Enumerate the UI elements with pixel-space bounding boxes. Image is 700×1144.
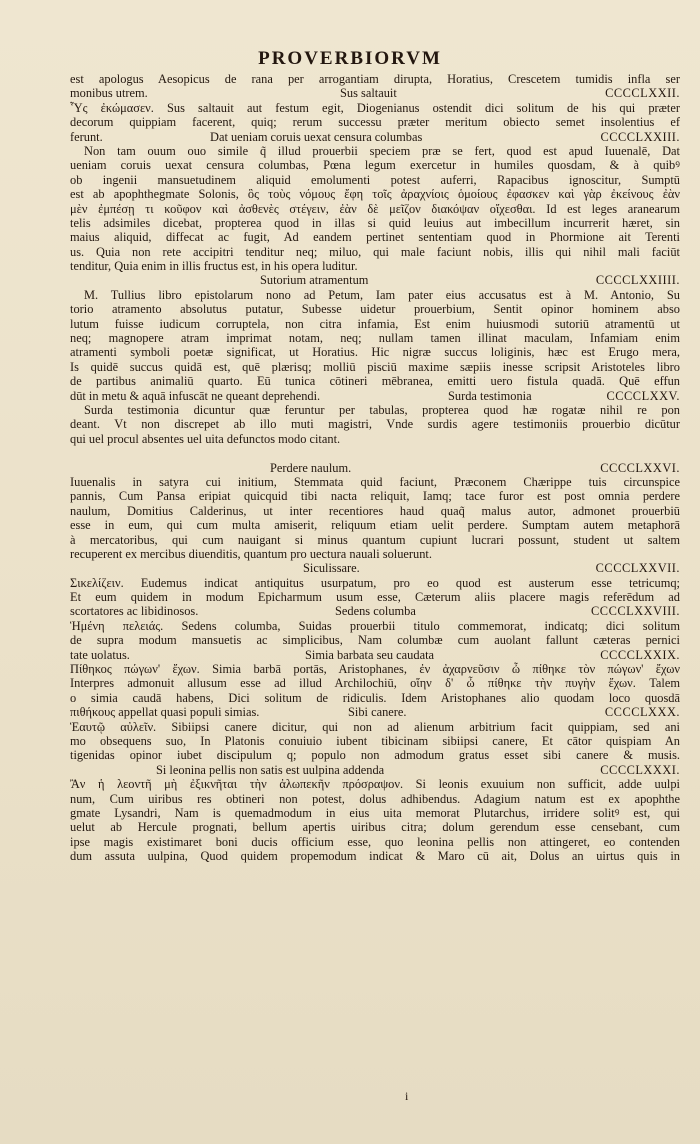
text-line: tenditur, Quia enim in illis fructus est, in his opera luditur. <box>70 259 358 274</box>
blank-line <box>70 446 680 460</box>
text-line: Non tam ouum ouo simile q̃ illud prouerbii speciem præ se fert, quod est apud Iuuenalē, Dat <box>84 143 680 158</box>
text-line: o simia caudā habens, Dici solitum de ridiculis. Idem Aristophanes alio quodam loco quosdā <box>70 690 680 705</box>
text-line: naulum, Domitius Calderinus, ut inter recentiores haud quaq̃ malus autor, admonet prouerbiū <box>70 503 680 518</box>
signature-mark: i <box>405 1089 409 1103</box>
line-text: ferunt. <box>70 129 103 144</box>
text-line: de partibus animaliū quarto. Eū tunica cōtineri mēbranea, emitti uero fistula quadā. Quē effun <box>70 374 680 389</box>
text-line: recuperent ex mercibus diuenditis, quantum pro uectura nauali soluerunt. <box>70 546 432 561</box>
text-body <box>70 72 680 863</box>
adage-number: CCCCLXXIIII. <box>595 273 680 288</box>
text-line: tigenidas opinor iubet discipulum q; populo non admodum gratus esset sibi canere & musis. <box>70 748 680 763</box>
text-line: de supra modum mansuetis ac simplicibus, Nam columbæ cum auolant fallunt cæteras pernici <box>70 633 680 648</box>
adage-number: CCCCLXXIII. <box>600 129 680 144</box>
text-line: Πίθηκος πώγων' ἔχων. Simia barbā portās, Aristophanes, ἐν ἀχαρνεῦσιν ὦ πίθηκε τὸν πώγων' ἔχων <box>70 662 680 677</box>
text-line: Ἂν ἡ λεοντῆ μὴ ἐξικνῆται τὴν ἀλωπεκῆν πρόσραψον. Si leonis exuuium non sufficit, adde uulpi <box>70 777 680 792</box>
entry-heading-line <box>70 648 680 662</box>
text-line: Iuuenalis in satyra cui initium, Stemmata quid faciunt, Præconem Chærippe tuis circunspice <box>70 474 680 489</box>
text-line: neq; magnopere atram imprimat notam, neq; nullam tamen illinat maculam, Infamiam enim <box>70 331 680 346</box>
text-line: Surda testimonia dicuntur quæ feruntur per tabulas, propterea quod hæ rogatæ nihil re pon <box>84 402 680 417</box>
adage-title: Sibi canere. <box>348 705 407 720</box>
adage-title: Sus saltauit <box>340 86 397 101</box>
text-line: lutum fuisse iudicum corruptela, non citra infamia, Est enim huiusmodi sutoriū atramentū ut <box>70 316 680 331</box>
line-text: scortatores ac libidinosos. <box>70 604 199 619</box>
adage-title: Siculissare. <box>303 561 360 576</box>
text-line: Σικελίζειν. Eudemus indicat antiquitus usurpatum, pro eo quod est austerum esse tetricumq; <box>70 575 680 590</box>
adage-title: Sedens columba <box>335 604 416 619</box>
line-text: tate uolatus. <box>70 647 130 662</box>
adage-title: Si leonina pellis non satis est uulpina addenda <box>156 762 385 777</box>
adage-title: Surda testimonia <box>448 388 532 403</box>
text-line: Ἡμένη πελειάς. Sedens columba, Suidas prouerbii titulo commemorat, indicatq; dici solitum <box>70 618 680 633</box>
text-line: Interpres admonuit allusum esse ad illud Archilochiū, οἵην δ' ὦ πίθηκε τὴν πυγὴν ἔχων. Talem <box>70 676 680 691</box>
adage-number: CCCCLXXII. <box>605 86 680 101</box>
text-line: ipse magis existimaret boni ducis officium esse, quo leonina pellis non attingeret, eo contenden <box>70 834 680 849</box>
adage-number: CCCCLXXIX. <box>600 647 680 662</box>
adage-number: CCCCLXXV. <box>606 388 680 403</box>
text-line: Et eum quidem in modum Epicharmum usum esse, Cæterum aliis placere magis referēdum ad <box>70 590 680 605</box>
adage-title: Sutorium atramentum <box>260 273 369 288</box>
adage-title: Simia barbata seu caudata <box>305 647 435 662</box>
adage-title: Dat ueniam coruis uexat censura columbas <box>210 129 423 144</box>
text-line: atramenti symboli poetæ significat, ut Horatius. Hic nigræ succus loliginis, hæc est Erugo mera, <box>70 345 680 360</box>
text-line: qui uel procul absentes uel uita defunctos modo citant. <box>70 431 341 446</box>
text-line: uelut ab Hercule prognati, bellum apertis uiribus citra; dolum gerendum esse censebant, cum <box>70 820 680 835</box>
text-line: deant. Vt non discrepet ab illo muti magistri, Vnde surdis agere testimoniis prouerbio dicūtur <box>70 417 680 432</box>
text-line: pannis, Cum Pansa eripiat quicquid tibi nacta reliquit, Iamq; tace furor est post omnia perdere <box>70 489 680 504</box>
text-line: decorum quippiam facerent, quiq; rerum successu præter meritum obiecto semet insolentius ef <box>70 115 680 130</box>
text-line: telis adsimiles dicebat, propterea quod in illas si quid leuius aut imbecillum incurrerit hæret, sin <box>70 215 680 230</box>
entry-heading-line <box>70 604 680 618</box>
text-line: maius aliquid, diffecat ac fugit, Ad eandem pertinet sententiam quod in Phormione ait Terenti <box>70 230 680 245</box>
text-line: ob ingenii mansuetudinem aliquid emolumenti potest auferri, Rapacibus ignoscitur, Sumptū <box>70 172 680 187</box>
entry-heading-line <box>70 273 680 287</box>
adage-title: Perdere naulum. <box>270 460 352 475</box>
text-line: est ab apophthegmate Solonis, ὃς τοὺς νόμους ἔφη τοῖς ἀραχνίοις ὁμοίους ἐφασκεν καὶ γὰρ ἐκείνους ἐὰν <box>70 187 680 202</box>
adage-number: CCCCLXXX. <box>604 705 680 720</box>
text-line: à mercatoribus, qui cum nauigant si minus quantum cupiunt lucrari possunt, student ut saltem <box>70 532 680 547</box>
text-line: gmate Lysandri, Nam is quemadmodum in eius uita memorat Plutarchus, irridere solitꝰ est, qui <box>70 805 680 820</box>
text-line: Ἑαυτῷ αὐλεῖν. Sibiipsi canere dicitur, qui non ad alienum arbitrium facit quippiam, sed ani <box>70 719 680 734</box>
entry-heading-line <box>70 130 680 144</box>
text-line: est apologus Aesopicus de rana per arrogantiam dirupta, Horatius, Crescetem tumidis infla ser <box>70 72 680 86</box>
text-line: num, Cum uiribus res obtineri non potest, dolus adhibendus. Adagium natum est ex apophthe <box>70 791 680 806</box>
line-text: πιθήκους appellat quasi populi simias. <box>70 705 260 720</box>
entry-heading-line <box>70 389 680 403</box>
entry-heading-line <box>70 561 680 575</box>
adage-number: CCCCLXXVII. <box>595 561 680 576</box>
line-text: dūt in metu & aquā infuscāt ne queant deprehendi. <box>70 388 321 403</box>
text-line: ueniam coruis uexat censura columbas, Pœna legum exercetur in humiles quosdam, & à quibꝰ <box>70 158 680 173</box>
entry-heading-line <box>70 705 680 719</box>
text-line: esse in eum, qui cum multa amiserit, reliquum etiam uelit perdere. Sumptam autem metaphorā <box>70 518 680 533</box>
text-line: mo obsequens suo, In Platonis conuiuio iubent tibicinam sibiipsi canere, Et cātor quispiam An <box>70 733 680 748</box>
running-head: PROVERBIORVM <box>258 48 442 69</box>
text-line: dum assuta uulpina, Quod quidem propemodum indicat & Maro cū ait, Dolus an uirtus quis in <box>70 849 680 864</box>
entry-heading-line <box>70 763 680 777</box>
text-line: Is quidē succus quidā est, quē plærisq; molliū pisciū maxime sæpiis inesse scripsit Aristoteles libro <box>70 359 680 374</box>
text-line: torio atramento absolutus putatur, Subesse uidetur prouerbium, Sentit opinor hominem abso <box>70 302 680 317</box>
adage-number: CCCCLXXVI. <box>600 460 680 475</box>
text-line: M. Tullius libro epistolarum nono ad Petum, Iam pater eius accusatus est à M. Antonio, Su <box>84 287 680 302</box>
adage-number: CCCCLXXXI. <box>600 762 680 777</box>
text-line: μὲν ἐμπέσῃ τι κοῦφον καὶ ἀσθενὲς στέγειν, ἐὰν δὲ μεῖζον διακόψαν οἴχεσθαι. Id est leges aranearum <box>70 201 680 216</box>
entry-heading-line <box>70 86 680 100</box>
text-line: us. Quia non rete accipitri tenditur neq; miluo, qui male faciunt nobis, illis qui nihil mali faciūt <box>70 244 680 259</box>
adage-number: CCCCLXXVIII. <box>591 604 680 619</box>
line-text: monibus utrem. <box>70 86 148 101</box>
text-line: Ὗς ἐκώμασεν. Sus saltauit aut festum egit, Diogenianus ostendit dici solitum de his qui præter <box>70 100 680 115</box>
entry-heading-line <box>70 461 680 475</box>
